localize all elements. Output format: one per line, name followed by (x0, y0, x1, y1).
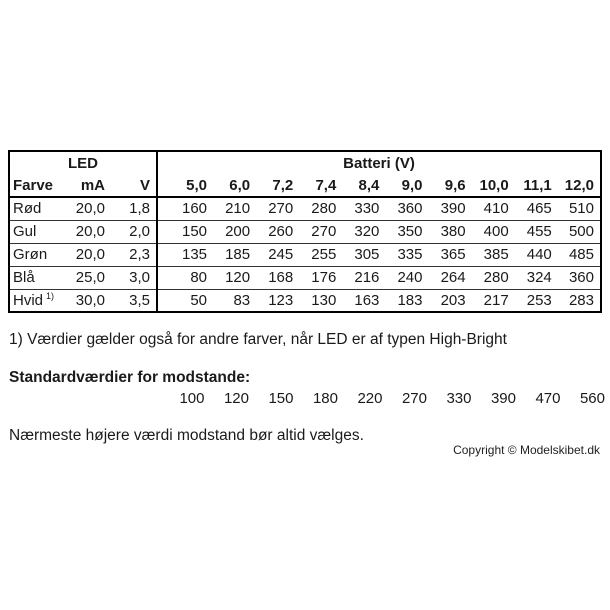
color-name-label: Gul (13, 223, 37, 240)
cell-resistor-value: 410 (472, 197, 515, 220)
standard-value: 180 (312, 390, 338, 407)
cell-resistor-value: 330 (342, 197, 385, 220)
cell-resistor-value: 283 (558, 289, 601, 312)
cell-resistor-value: 320 (342, 220, 385, 243)
cell-v: 3,5 (111, 289, 157, 312)
table-row (9, 197, 601, 220)
copyright-text: Copyright © Modelskibet.dk (453, 443, 600, 457)
cell-resistor-value: 80 (157, 266, 213, 289)
cell-resistor-value: 255 (299, 243, 342, 266)
cell-resistor-value: 210 (213, 197, 256, 220)
cell-resistor-value: 400 (472, 220, 515, 243)
cell-resistor-value: 130 (299, 289, 342, 312)
cell-color-name (9, 289, 61, 312)
table-row (9, 266, 601, 289)
standard-value: 100 (179, 390, 205, 407)
color-name-label: Hvid (13, 291, 44, 309)
cell-resistor-value: 50 (157, 289, 213, 312)
column-header-battery-voltage: 7,4 (299, 174, 342, 197)
color-name-label: Grøn (13, 246, 48, 263)
column-header-ma: mA (61, 174, 111, 197)
cell-resistor-value: 360 (385, 197, 428, 220)
column-header-battery-voltage: 8,4 (342, 174, 385, 197)
cell-resistor-value: 440 (515, 243, 558, 266)
cell-resistor-value: 245 (256, 243, 299, 266)
cell-v: 2,3 (111, 243, 157, 266)
column-header-battery-voltage: 7,2 (256, 174, 299, 197)
column-header-battery-voltage: 10,0 (472, 174, 515, 197)
color-name-label: Blå (13, 269, 35, 286)
cell-resistor-value: 390 (429, 197, 472, 220)
cell-resistor-value: 200 (213, 220, 256, 243)
note-text: Nærmeste højere værdi modstand bør altid vælges. (9, 427, 364, 444)
table-column-header-row (9, 174, 601, 197)
cell-resistor-value: 160 (157, 197, 213, 220)
cell-resistor-value: 500 (558, 220, 601, 243)
cell-resistor-value: 150 (157, 220, 213, 243)
cell-resistor-value: 324 (515, 266, 558, 289)
cell-ma: 30,0 (61, 289, 111, 312)
cell-resistor-value: 264 (429, 266, 472, 289)
cell-resistor-value: 280 (299, 197, 342, 220)
column-header-battery-voltage: 5,0 (157, 174, 213, 197)
cell-color-name (9, 243, 61, 266)
table-row (9, 243, 601, 266)
cell-resistor-value: 183 (385, 289, 428, 312)
cell-resistor-value: 270 (256, 197, 299, 220)
cell-ma: 25,0 (61, 266, 111, 289)
cell-resistor-value: 203 (429, 289, 472, 312)
standard-value: 220 (357, 390, 383, 407)
standard-values-label: Standardværdier for modstande: (9, 369, 251, 386)
cell-resistor-value: 510 (558, 197, 601, 220)
cell-resistor-value: 135 (157, 243, 213, 266)
cell-resistor-value: 216 (342, 266, 385, 289)
standard-value: 120 (223, 390, 249, 407)
cell-resistor-value: 350 (385, 220, 428, 243)
cell-resistor-value: 465 (515, 197, 558, 220)
cell-resistor-value: 120 (213, 266, 256, 289)
cell-resistor-value: 365 (429, 243, 472, 266)
column-header-battery-voltage: 12,0 (558, 174, 601, 197)
cell-ma: 20,0 (61, 220, 111, 243)
cell-resistor-value: 253 (515, 289, 558, 312)
cell-ma: 20,0 (61, 197, 111, 220)
cell-resistor-value: 280 (472, 266, 515, 289)
column-header-battery-voltage: 9,0 (385, 174, 428, 197)
standard-value: 390 (490, 390, 516, 407)
cell-resistor-value: 185 (213, 243, 256, 266)
cell-v: 2,0 (111, 220, 157, 243)
cell-resistor-value: 360 (558, 266, 601, 289)
standard-value: 470 (535, 390, 561, 407)
cell-resistor-value: 168 (256, 266, 299, 289)
cell-resistor-value: 270 (299, 220, 342, 243)
table-row (9, 220, 601, 243)
cell-resistor-value: 176 (299, 266, 342, 289)
standard-value: 270 (401, 390, 427, 407)
standard-value: 560 (579, 390, 605, 407)
column-header-battery-voltage: 11,1 (515, 174, 558, 197)
cell-ma: 20,0 (61, 243, 111, 266)
cell-resistor-value: 335 (385, 243, 428, 266)
cell-resistor-value: 485 (558, 243, 601, 266)
cell-resistor-value: 305 (342, 243, 385, 266)
cell-resistor-value: 385 (472, 243, 515, 266)
cell-resistor-value: 123 (256, 289, 299, 312)
cell-color-name (9, 266, 61, 289)
cell-resistor-value: 260 (256, 220, 299, 243)
cell-resistor-value: 217 (472, 289, 515, 312)
cell-resistor-value: 240 (385, 266, 428, 289)
standard-values-row (162, 390, 607, 407)
standard-value: 150 (268, 390, 294, 407)
column-header-battery-voltage: 6,0 (213, 174, 256, 197)
table-group-header-row (9, 151, 601, 174)
battery-group-header: Batteri (V) (157, 151, 601, 174)
cell-resistor-value: 380 (429, 220, 472, 243)
footnote-text: 1) Værdier gælder også for andre farver, når LED er af typen High-Bright (9, 331, 507, 348)
led-group-header: LED (68, 154, 99, 172)
led-resistor-table (8, 150, 602, 313)
cell-v: 1,8 (111, 197, 157, 220)
footnote-marker: 1) (46, 290, 55, 301)
cell-color-name (9, 220, 61, 243)
cell-resistor-value: 163 (342, 289, 385, 312)
column-header-battery-voltage: 9,6 (429, 174, 472, 197)
column-header-farve: Farve (9, 174, 61, 197)
cell-color-name (9, 197, 61, 220)
column-header-v: V (111, 174, 157, 197)
table-row (9, 289, 601, 312)
cell-resistor-value: 455 (515, 220, 558, 243)
standard-value: 330 (446, 390, 472, 407)
color-name-label: Rød (13, 200, 42, 218)
cell-resistor-value: 83 (213, 289, 256, 312)
cell-v: 3,0 (111, 266, 157, 289)
